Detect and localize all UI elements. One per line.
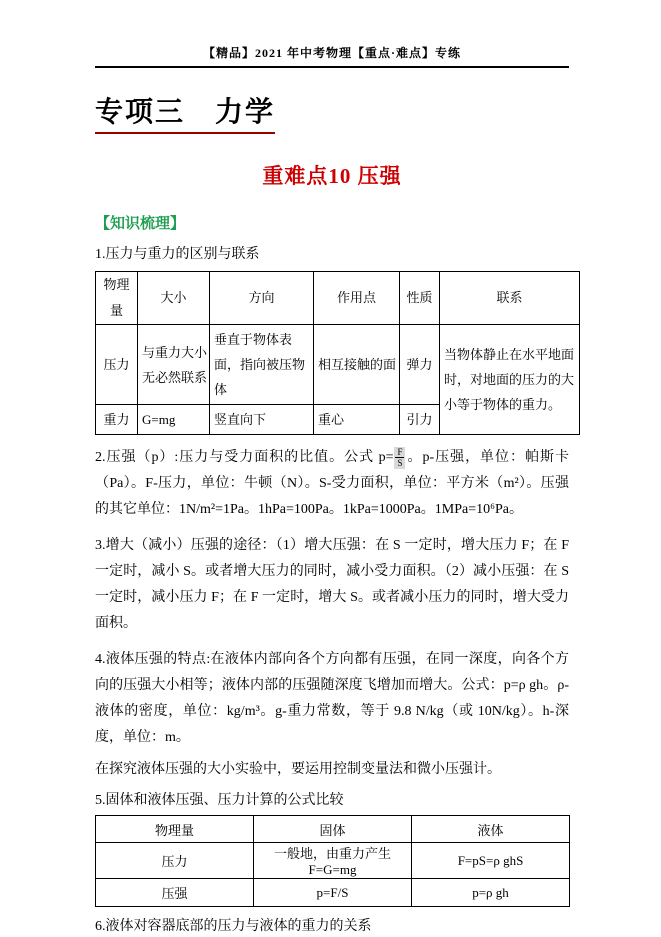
table-cell: 与重力大小无必然联系	[138, 325, 210, 405]
table-cell: 重心	[314, 405, 400, 435]
table-header-cell: 固体	[254, 816, 412, 843]
table-header-cell: 物理量	[96, 816, 254, 843]
paragraph-liquid-pressure: 4.液体压强的特点:在液体内部向各个方向都有压强，在同一深度，向各个方向的压强大小相等；液体内部的压强随深度飞增加而增大。公式：p=ρ gh。ρ-液体的密度，单位：kg/m³。g-重力常数，等于 9.8 N/kg（或 10N/kg）。h-深度，单位：m。	[95, 652, 569, 745]
paragraph-pressure-change-methods: 3.增大（减小）压强的途径：（1）增大压强：在 S 一定时，增大压力 F；在 F 一定时，减小 S。或者增大压力的同时，减小受力面积。（2）减小压强：在 S 一定时，减小压力 F；在 F 一定时，增大 S。或者减小压力的同时，增大受力面积。	[95, 538, 569, 631]
solid-liquid-formula-table	[95, 815, 570, 907]
section-title: 专项三 力学	[95, 90, 275, 134]
list-item-5-title: 5.固体和液体压强、压力计算的公式比较	[95, 793, 344, 808]
fraction-numerator: F	[397, 446, 403, 457]
fraction-F-over-S	[394, 447, 405, 469]
table-cell: 重力	[96, 405, 138, 435]
table-header-cell: 联系	[440, 272, 580, 325]
knowledge-section-label: 【知识梳理】	[95, 216, 186, 232]
fraction-denominator: S	[397, 458, 403, 469]
table-header-cell: 方向	[210, 272, 314, 325]
table-cell: p=ρ gh	[412, 879, 570, 907]
table-cell: 压强	[96, 879, 254, 907]
table-cell: 弹力	[400, 325, 440, 405]
doc-header	[95, 44, 569, 68]
paragraph-experiment-note: 在探究液体压强的大小实验中，要运用控制变量法和微小压强计。	[95, 762, 501, 777]
paragraph-text: 。p-压强，单位：帕斯卡（Pa）。F-压力，单位：牛顿（N）。S-受力面积，单位：平方米（m²）。压强的其它单位：1N/m²=1Pa。1hPa=100Pa。1kPa=1000Pa。1MPa=10⁶Pa。	[95, 450, 569, 517]
doc-header-text: 【精品】2021 年中考物理【重点·难点】专练	[202, 46, 461, 60]
paragraph-pressure-definition	[95, 445, 569, 523]
table-cell: 压力	[96, 325, 138, 405]
list-item-6-title: 6.液体对容器底部的压力与液体的重力的关系	[95, 919, 372, 934]
table-row-force	[96, 843, 570, 879]
table-cell: G=mg	[138, 405, 210, 435]
topic-title: 重难点10 压强	[262, 164, 402, 188]
table-header-cell: 性质	[400, 272, 440, 325]
table-header-cell: 大小	[138, 272, 210, 325]
table-row-pressure	[96, 879, 570, 907]
table-header-row	[96, 272, 580, 325]
section-title-row	[95, 68, 569, 134]
table-cell: 压力	[96, 843, 254, 879]
list-item-1-title: 1.压力与重力的区别与联系	[95, 247, 260, 262]
table-cell: 垂直于物体表面，指向被压物体	[210, 325, 314, 405]
table-cell: F=pS=ρ ghS	[412, 843, 570, 879]
table-header-cell: 作用点	[314, 272, 400, 325]
table-cell-link: 当物体静止在水平地面时，对地面的压力的大小等于物体的重力。	[440, 325, 580, 435]
table-cell: 相互接触的面	[314, 325, 400, 405]
table-cell: 引力	[400, 405, 440, 435]
table-cell: 一般地，由重力产生 F=G=mg	[254, 843, 412, 879]
paragraph-text: 2.压强（p）:压力与受力面积的比值。公式 p=	[95, 450, 394, 465]
pressure-gravity-comparison-table	[95, 271, 580, 435]
table-header-row	[96, 816, 570, 843]
table-row-pressure	[96, 325, 580, 405]
table-cell: 竖直向下	[210, 405, 314, 435]
table-header-cell: 液体	[412, 816, 570, 843]
table-header-cell: 物理量	[96, 272, 138, 325]
table-cell: p=F/S	[254, 879, 412, 907]
